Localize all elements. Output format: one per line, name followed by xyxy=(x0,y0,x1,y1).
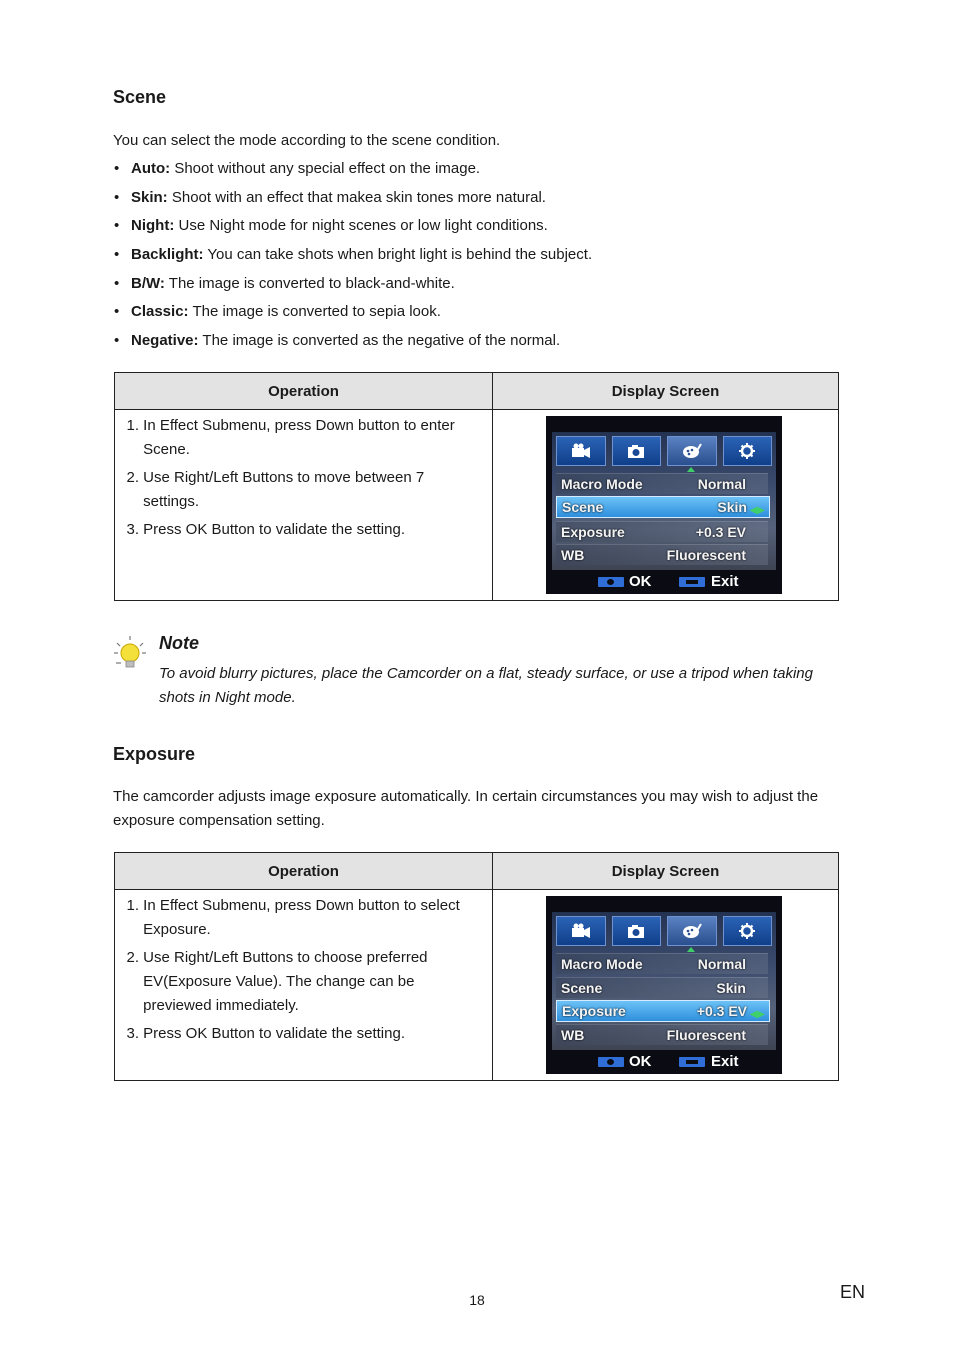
step-list xyxy=(115,890,492,1046)
list-item: 1. In Effect Submenu, press Down button to enter Scene. xyxy=(126,417,455,458)
lightbulb-icon xyxy=(113,635,147,671)
gear-icon xyxy=(723,436,773,466)
menu-row-scene: Scene Skin xyxy=(556,977,768,998)
camera-menu-screen xyxy=(546,896,782,1074)
list-item: • Negative: The image is converted as the negative of the normal. xyxy=(113,329,853,358)
scene-heading: Scene xyxy=(113,87,167,107)
video-camera-icon xyxy=(556,916,606,946)
list-item: 3. Press OK Button to validate the setting. xyxy=(126,1025,405,1042)
palette-icon xyxy=(667,916,717,946)
list-item: • B/W: The image is converted to black-and-white. xyxy=(113,272,853,301)
camera-menu-screen xyxy=(546,416,782,594)
exposure-operation-table xyxy=(114,852,839,1081)
exit-label: Exit xyxy=(711,573,739,590)
camera-icon xyxy=(612,436,662,466)
list-item: • Auto: Shoot without any special effect on the image. xyxy=(113,157,853,186)
scene-mode-list xyxy=(113,157,853,358)
menu-row-wb: WB Fluorescent xyxy=(556,544,768,565)
note-text: To avoid blurry pictures, place the Camcorder on a flat, steady surface, or use a tripod when taking shots in Night mode. xyxy=(159,665,813,706)
page-number: 18 xyxy=(469,1292,485,1308)
scene-intro: You can select the mode according to the scene condition. xyxy=(113,132,501,149)
list-item: 2. Use Right/Left Buttons to move between 7 settings. xyxy=(126,469,425,510)
scene-operation-table xyxy=(114,372,839,601)
operation-header: Operation xyxy=(115,853,493,890)
list-item: 2. Use Right/Left Buttons to choose preferred EV(Exposure Value). The change can be previewed immediately. xyxy=(126,949,428,1014)
operation-header: Operation xyxy=(115,373,493,410)
display-screen-cell xyxy=(493,410,839,601)
menu-row-scene: Scene Skin ◀▶ xyxy=(556,496,770,518)
ok-label: OK xyxy=(629,1053,652,1070)
gear-icon xyxy=(723,916,773,946)
left-right-arrow-icon: ◀▶ xyxy=(749,505,765,516)
ok-button-icon xyxy=(598,1057,624,1067)
menu-row-wb: WB Fluorescent xyxy=(556,1024,768,1045)
operation-cell xyxy=(115,410,493,601)
camera-icon xyxy=(612,916,662,946)
back-button-icon xyxy=(679,1057,705,1067)
exposure-intro: The camcorder adjusts image exposure automatically. In certain circumstances you may wish to adjust the exposure compensation setting. xyxy=(113,788,819,829)
exit-label: Exit xyxy=(711,1053,739,1070)
ok-button-icon xyxy=(598,577,624,587)
palette-icon xyxy=(667,436,717,466)
video-camera-icon xyxy=(556,436,606,466)
menu-row-macro-mode: Macro Mode Normal xyxy=(556,953,768,974)
left-right-arrow-icon: ◀▶ xyxy=(749,1009,765,1020)
menu-row-exposure: Exposure +0.3 EV ◀▶ xyxy=(556,1000,770,1022)
note-title: Note xyxy=(159,633,199,653)
list-item: • Backlight: You can take shots when bright light is behind the subject. xyxy=(113,243,853,272)
exposure-heading: Exposure xyxy=(113,744,196,764)
display-screen-header: Display Screen xyxy=(493,373,839,410)
menu-row-macro-mode: Macro Mode Normal xyxy=(556,473,768,494)
list-item: • Night: Use Night mode for night scenes or low light conditions. xyxy=(113,214,853,243)
language-code: EN xyxy=(840,1282,866,1302)
ok-label: OK xyxy=(629,573,652,590)
display-screen-header: Display Screen xyxy=(493,853,839,890)
list-item: • Skin: Shoot with an effect that makea skin tones more natural. xyxy=(113,186,853,215)
back-button-icon xyxy=(679,577,705,587)
operation-cell xyxy=(115,890,493,1081)
list-item: 1. In Effect Submenu, press Down button to select Exposure. xyxy=(126,897,460,938)
menu-row-exposure: Exposure +0.3 EV xyxy=(556,521,768,542)
list-item: 3. Press OK Button to validate the setting. xyxy=(126,521,405,538)
display-screen-cell xyxy=(493,890,839,1081)
step-list xyxy=(115,410,492,542)
list-item: • Classic: The image is converted to sepia look. xyxy=(113,300,853,329)
